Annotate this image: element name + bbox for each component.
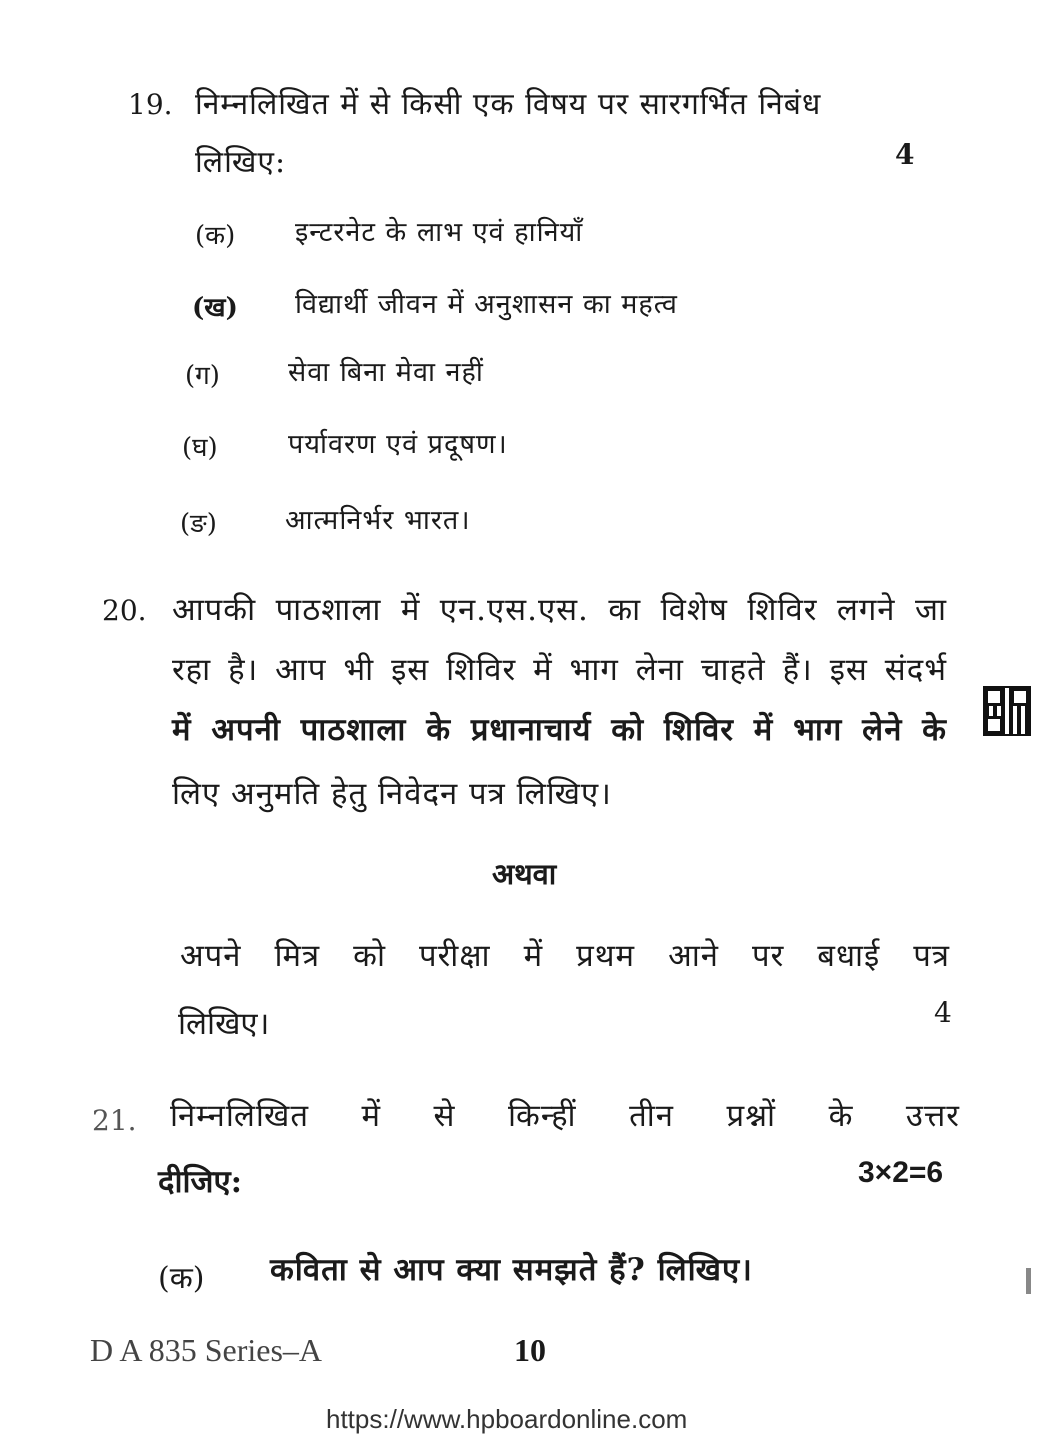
q19-number: 19. [128,88,173,121]
q19-option-label-ga: (ग) [185,361,220,391]
q19-option-label-gha: (घ) [182,433,218,463]
q20-or-label: अथवा [492,857,557,891]
q20-line4: लिए अनुमति हेतु निवेदन पत्र लिखिए। [172,776,612,812]
q19-marks: 4 [895,138,915,171]
q20-alt-line2: लिखिए। [178,1006,270,1042]
q19-option-text-ga: सेवा बिना मेवा नहीं [288,357,484,388]
q20-line1: आपकी पाठशाला में एन.एस.एस. का विशेष शिविर लगने जा [172,592,947,628]
q19-option-label-ka: (क) [195,221,236,251]
footer-url: https://www.hpboardonline.com [326,1404,688,1434]
q19-option-text-gha: पर्यावरण एवं प्रदूषण। [288,429,508,460]
q21-line1: निम्नलिखित में से किन्हीं तीन प्रश्नों के उत्तर [170,1098,960,1134]
q19-option-label-nga: (ङ) [180,509,217,539]
footer-page-number: 10 [514,1332,546,1368]
q19-option-label-kha: (ख) [192,293,238,323]
q21-number: 21. [92,1104,137,1137]
q20-line3: में अपनी पाठशाला के प्रधानाचार्य को शिविर में भाग लेने के [172,712,947,748]
q21-option-text-ka: कविता से आप क्या समझते हैं? लिखिए। [270,1252,753,1288]
q21-line2: दीजिए: [158,1164,243,1200]
q19-option-text-ka: इन्टरनेट के लाभ एवं हानियाँ [295,217,584,248]
qr-code [983,686,1031,736]
scan-mark [1026,1268,1031,1294]
q19-option-text-kha: विद्यार्थी जीवन में अनुशासन का महत्व [295,289,678,320]
q20-marks: 4 [934,996,952,1029]
q20-alt-line1: अपने मित्र को परीक्षा में प्रथम आने पर बधाई पत्र [180,938,950,974]
q19-line2: लिखिए: [195,145,287,180]
q20-line2: रहा है। आप भी इस शिविर में भाग लेना चाहते हैं। इस संदर्भ [172,652,947,688]
q20-number: 20. [102,594,147,627]
footer-code: D A 835 Series–A [90,1332,322,1368]
q21-option-label-ka: (क) [158,1261,205,1296]
q19-option-text-nga: आत्मनिर्भर भारत। [285,505,471,536]
q21-marks: 3×2=6 [858,1156,944,1189]
q19-line1: निम्नलिखित में से किसी एक विषय पर सारगर्भित निबंध [195,87,822,122]
